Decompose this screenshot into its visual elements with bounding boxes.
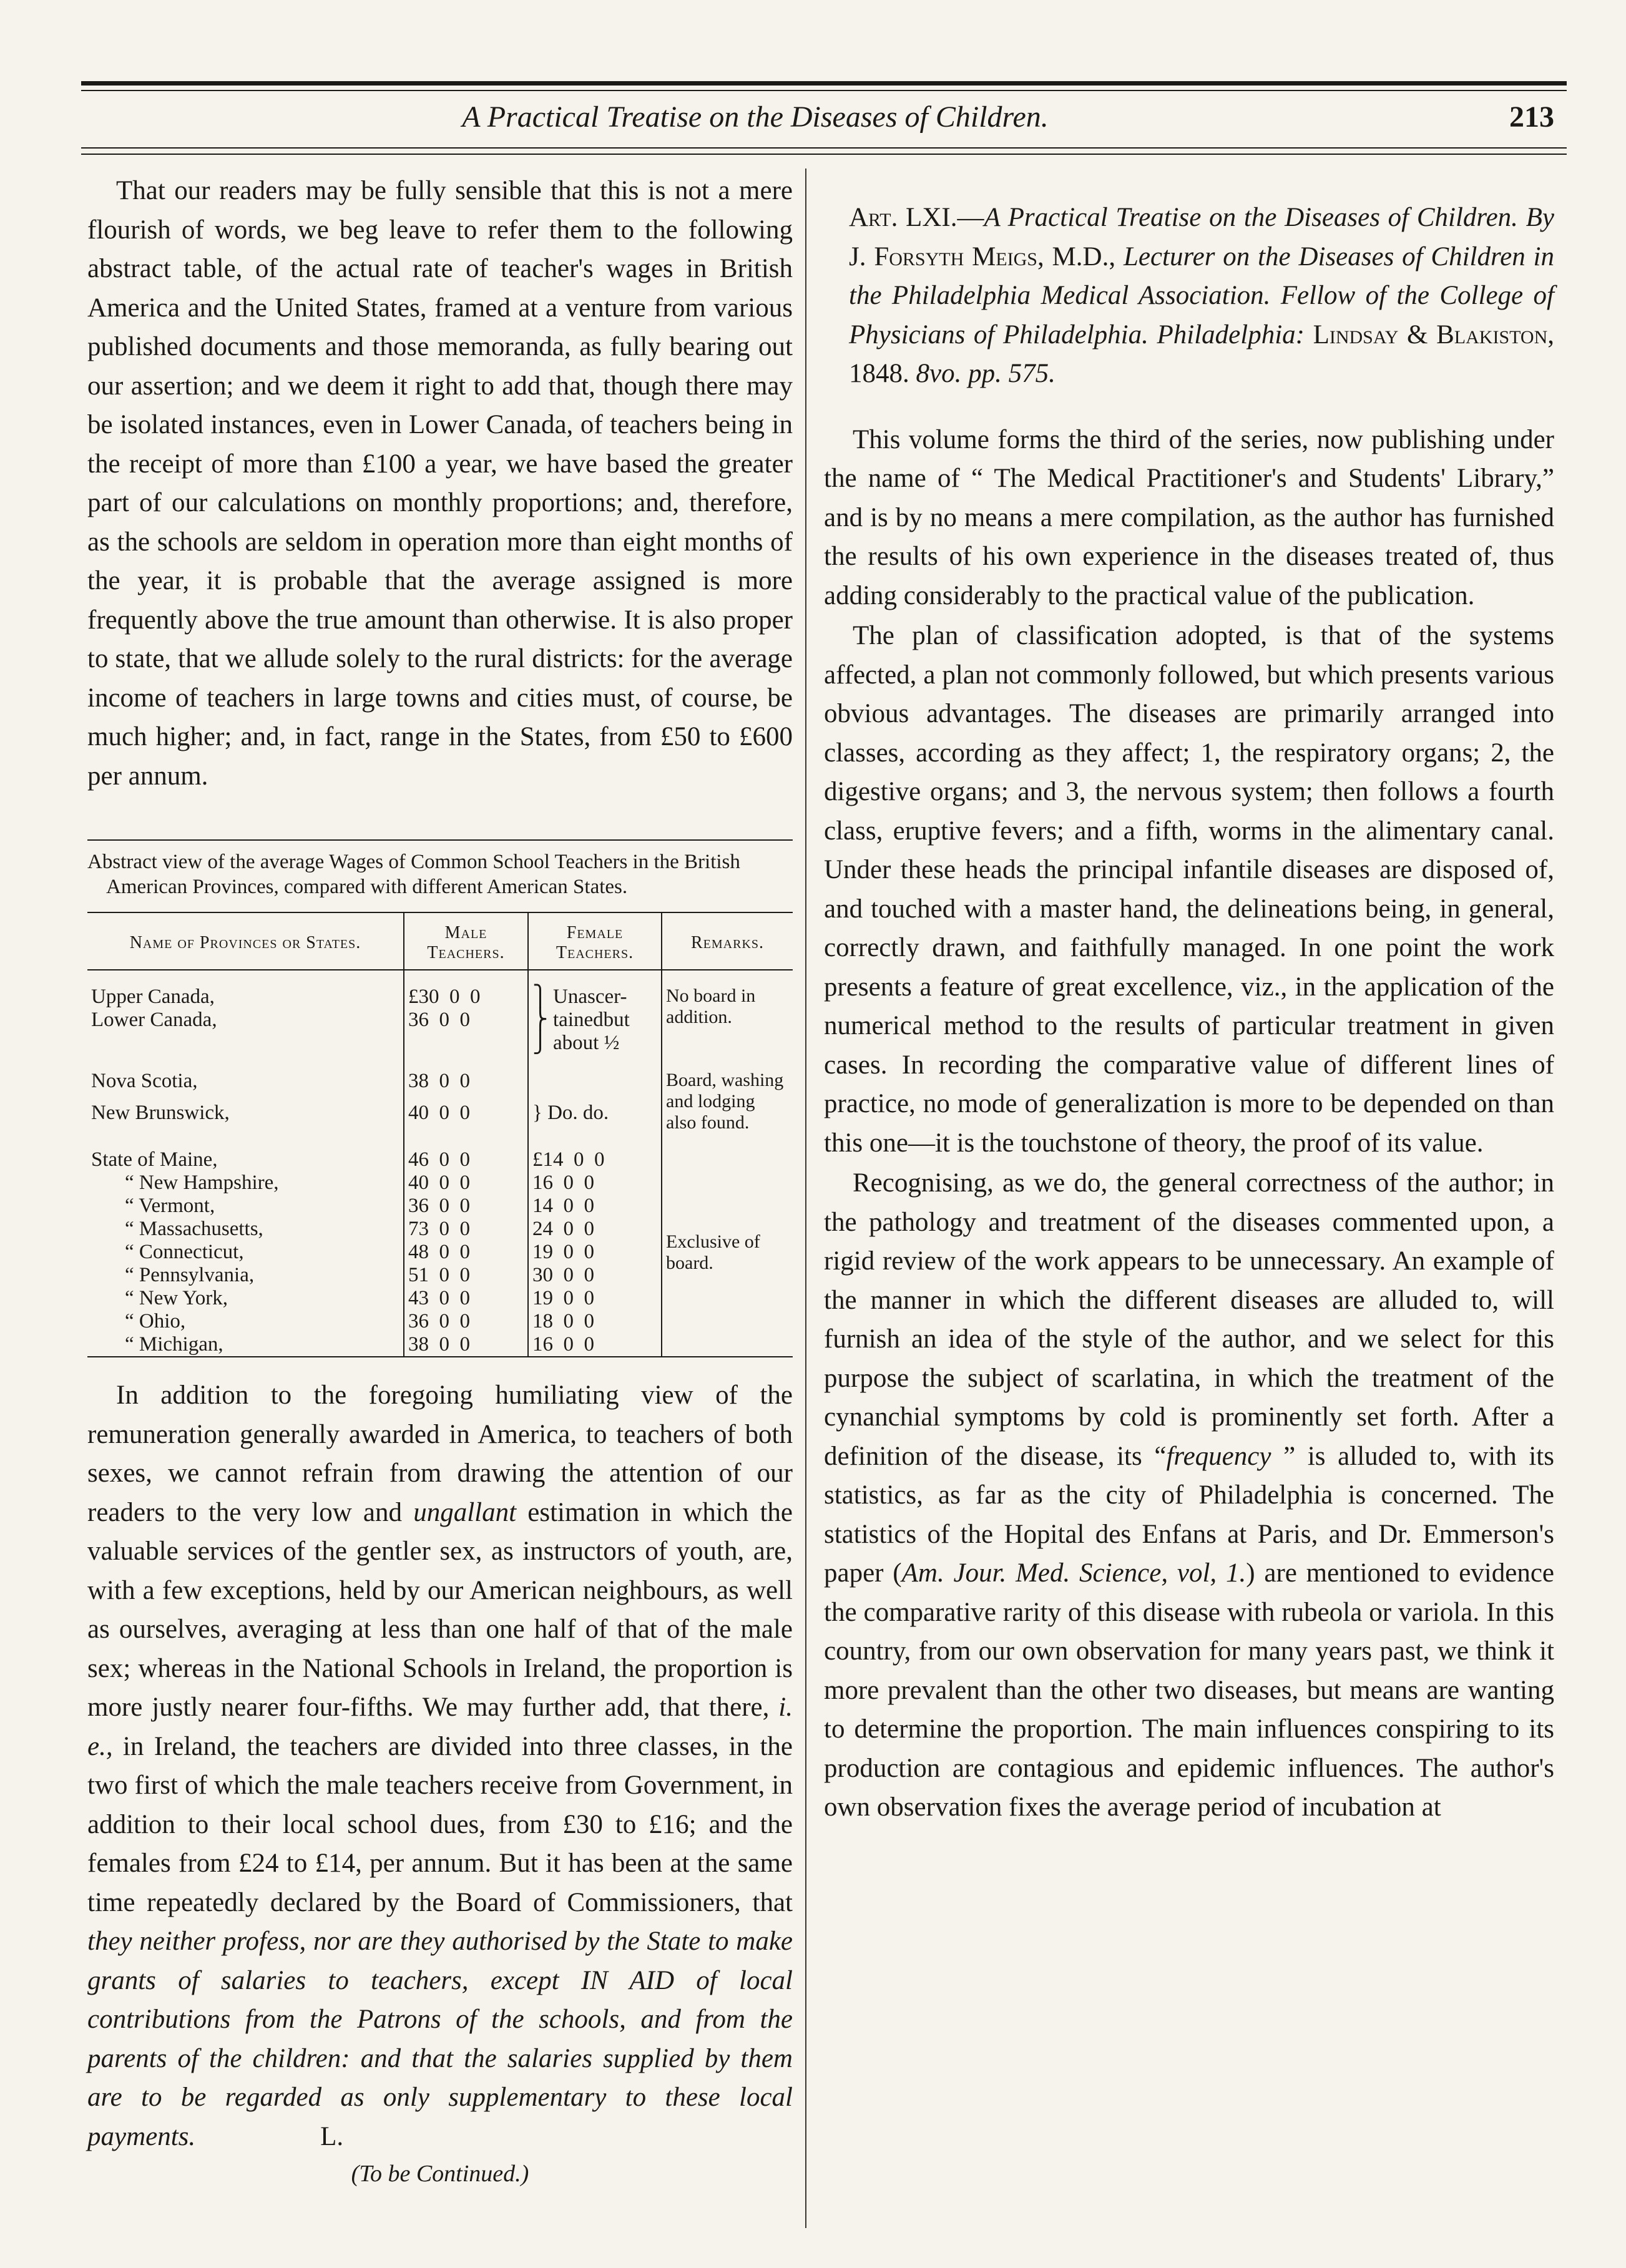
cell-name: “ Massachusetts, bbox=[125, 1218, 263, 1240]
cell-name: “ Ohio, bbox=[125, 1310, 186, 1332]
cell-name: New Brunswick, bbox=[91, 1102, 230, 1124]
left-paragraph-2: In addition to the foregoing humiliating view of the remuneration generally awarded in America, to teachers of both sexes, we cannot refrain from drawing the attention of our readers to the very low and ungallant estimation in which the valuable services of the gentler sex, as instructors of youth, are, with a few exceptions, held by our American neighbours, as well as ourselves, averaging at less than one half of that of the male sex; whereas in the National Schools in Ireland, the proportion is more justly nearer four-fifths. We may further add, that there, i. e., in Ireland, the teachers are divided into three classes, in the two first of which the male teachers receive from Government, in addition to their local school dues, from £30 to £16; and the females from £24 to £14, per annum. But it has been at the same time repeatedly declared by the Board of Commissioners, that they neither profess, nor are they authorised by the State to make grants of salaries to teachers, except IN AID of local contributions from the Patrons of the schools, and from the parents of the children: and that the salaries supplied by them are to be regarded as only supplementary to these local payments. L. bbox=[87, 1381, 793, 2151]
cell-name: Upper Canada, bbox=[91, 985, 215, 1008]
cell-name bbox=[87, 1032, 404, 1055]
cell-remarks: Board, washing and lodging also found. bbox=[662, 1070, 793, 1133]
cell-name: State of Maine, bbox=[91, 1148, 218, 1171]
cell-male: 36 0 0 bbox=[404, 1195, 528, 1218]
cell-female: ⎭ about ½ bbox=[528, 1032, 662, 1055]
cell-name: “ Vermont, bbox=[125, 1195, 215, 1217]
cell-female: 18 0 0 bbox=[528, 1310, 662, 1333]
table-row bbox=[87, 1070, 793, 1102]
cell-female: £14 0 0 bbox=[528, 1148, 662, 1171]
table-row bbox=[87, 985, 793, 1009]
cell-name: Lower Canada, bbox=[91, 1009, 217, 1031]
page-number: 213 bbox=[1509, 100, 1554, 134]
table-header-row bbox=[87, 912, 793, 970]
cell-name: “ Michigan, bbox=[125, 1333, 223, 1356]
cell-female: 14 0 0 bbox=[528, 1195, 662, 1218]
cell-male: 38 0 0 bbox=[404, 1070, 528, 1102]
right-paragraph-3: Recognising, as we do, the general correctness of the author; in the pathology and treatment of the diseases commented upon, a rigid review of the work appears to be unnecessary. An example of the manner in which the different diseases are alluded to, will furnish an idea of the style of the author, and we select for this purpose the subject of scarlatina, in which the treatment of the cynanchial symptoms by cold is prominently set forth. After a definition of the disease, its “frequency ” is alluded to, with its statistics, as far as the city of Philadelphia is concerned. The statistics of the Hopital des Enfans at Paris, and Dr. Emmerson's paper (Am. Jour. Med. Science, vol, 1.) are mentioned to evidence the comparative rarity of this disease with rubeola or variola. In this country, from our own observation for many years past, we think it more prevalent than the other two diseases, but means are wanting to determine the proportion. The main influences conspiring to its production are contagious and epidemic influences. The author's own observation fixes the average period of incubation at bbox=[824, 1168, 1554, 1822]
cell-male: 51 0 0 bbox=[404, 1264, 528, 1287]
header-female: Female Teachers. bbox=[528, 912, 662, 970]
header-rule bbox=[81, 147, 1567, 149]
cell-female: 16 0 0 bbox=[528, 1333, 662, 1357]
header-male: Male Teachers. bbox=[404, 912, 528, 970]
cell-name: “ Connecticut, bbox=[125, 1241, 244, 1263]
top-rule bbox=[81, 81, 1567, 86]
cell-female: ⎫ Unascer- bbox=[528, 985, 662, 1009]
cell-female bbox=[528, 1070, 662, 1102]
cell-female: 16 0 0 bbox=[528, 1171, 662, 1195]
table-gap-row bbox=[87, 970, 793, 985]
cell-female: 30 0 0 bbox=[528, 1264, 662, 1287]
signature: L. bbox=[320, 2121, 344, 2151]
wages-table bbox=[87, 912, 793, 1357]
right-paragraph-2: The plan of classification adopted, is that of the systems affected, a plan not commonly followed, but which presents various obvious advantages. The diseases are primarily arranged into classes, according as they affect; 1, the respiratory organs; 2, the digestive organs; and 3, the nervous system; then follows a fourth class, eruptive fevers; and a fifth, worms in the alimentary canal. Under these heads the principal infantile diseases are disposed of, and touched with a master hand, the delineations being, in general, correctly drawn, and faithfully managed. In one point the work presents a feature of great excellence, viz., in the application of the numerical method to the results of particular treatment in given cases. In recording the comparative value of different lines of practice, no mode of generalization is more to be depended on than this one—it is the touchstone of theory, the proof of its value. bbox=[824, 621, 1554, 1158]
cell-female: ⎬ tainedbut bbox=[528, 1009, 662, 1032]
cell-male: 48 0 0 bbox=[404, 1241, 528, 1264]
cell-male: 38 0 0 bbox=[404, 1333, 528, 1357]
cell-male: 46 0 0 bbox=[404, 1148, 528, 1171]
table-caption: Abstract view of the average Wages of Common School Teachers in the British American Provinces, compared with different American States. bbox=[87, 839, 793, 899]
cell-female: 19 0 0 bbox=[528, 1241, 662, 1264]
journal-page bbox=[69, 37, 1567, 2234]
cell-name: “ Pennsylvania, bbox=[125, 1264, 255, 1286]
cell-male: 36 0 0 bbox=[404, 1310, 528, 1333]
table-gap-row bbox=[87, 1055, 793, 1070]
cell-female: 19 0 0 bbox=[528, 1287, 662, 1310]
cell-remarks: Exclusive of board. bbox=[662, 1148, 793, 1357]
top-rule-thin bbox=[81, 90, 1567, 91]
cell-name: Nova Scotia, bbox=[91, 1070, 198, 1092]
cell-male: £30 0 0 bbox=[404, 985, 528, 1009]
right-paragraph-1: This volume forms the third of the series, now publishing under the name of “ The Medical Practitioner's and Students' Library,” and is by no means a mere compilation, as the author has furnished the results of his own experience in the diseases treated of, thus adding considerably to the practical value of the publication. bbox=[824, 424, 1554, 610]
cell-male bbox=[404, 1032, 528, 1055]
cell-female: 24 0 0 bbox=[528, 1218, 662, 1241]
wages-table-body bbox=[87, 970, 793, 1357]
cell-male: 43 0 0 bbox=[404, 1287, 528, 1310]
left-column bbox=[87, 172, 793, 2187]
table-row bbox=[87, 1148, 793, 1171]
header-rule-thin bbox=[81, 154, 1567, 155]
running-title: A Practical Treatise on the Diseases of Children. bbox=[462, 100, 1049, 134]
column-divider bbox=[805, 169, 806, 2228]
cell-name: “ New Hampshire, bbox=[125, 1171, 279, 1194]
header-name: Name of Provinces or States. bbox=[87, 912, 404, 970]
left-paragraph-1: That our readers may be fully sensible that this is not a mere flourish of words, we beg leave to refer them to the following abstract table, of the actual rate of teacher's wages in British America and the United States, framed at a venture from various published documents and those memoranda, as fully bearing out our assertion; and we deem it right to add that, though there may be isolated instances, even in Lower Canada, of teachers being in the receipt of more than £100 a year, we have based the greater part of our calculations on monthly proportions; and, therefore, as the schools are seldom in operation more than eight months of the year, it is probable that the average assigned is more frequently above the true amount than otherwise. It is also proper to state, that we allude solely to the rural districts: for the average income of teachers in large towns and cities must, of course, be much higher; and, in fact, range in the States, from £50 to £600 per annum. bbox=[87, 176, 793, 791]
article-heading: Art. LXI.—A Practical Treatise on the Diseases of Children. By J. Forsyth Meigs, M.D., Lecturer on the Diseases of Children in the Philadelphia Medical Association. Fellow of the College of Physicians of Philadelphia. Philadelphia: Lindsay & Blakiston, 1848. 8vo. pp. 575. bbox=[849, 203, 1555, 388]
continued-note: (To be Continued.) bbox=[351, 2161, 529, 2187]
cell-name: “ New York, bbox=[125, 1287, 228, 1309]
cell-female: } Do. do. bbox=[528, 1102, 662, 1133]
cell-male: 73 0 0 bbox=[404, 1218, 528, 1241]
right-column bbox=[824, 172, 1554, 1827]
cell-male: 40 0 0 bbox=[404, 1171, 528, 1195]
header-remarks: Remarks. bbox=[662, 912, 793, 970]
table-gap-row bbox=[87, 1133, 793, 1148]
cell-male: 36 0 0 bbox=[404, 1009, 528, 1032]
cell-male: 40 0 0 bbox=[404, 1102, 528, 1133]
cell-remarks: No board in addition. bbox=[662, 985, 793, 1055]
